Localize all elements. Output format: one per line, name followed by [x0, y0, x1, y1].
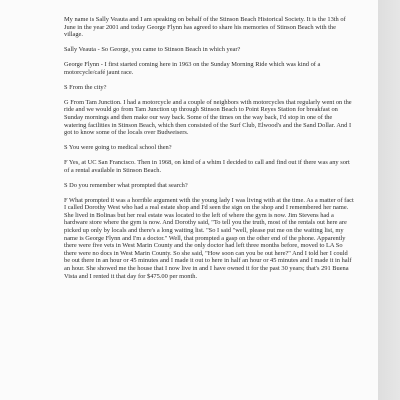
paragraph-question-medical-school: S You were going to medical school then? — [64, 144, 172, 152]
paragraph-question-search: S Do you remember what prompted that search? — [64, 181, 188, 189]
paragraph-question-city: S From the city? — [64, 83, 107, 91]
paragraph-answer-argument: F What prompted it was a horrible argument with the young lady I was living with at the time. As a matter of fact I called Dorothy West who had a real estate shop and I'd seen the sign on the shop and I remembered her name. She lived in Bolinas but her real estate was located to the left of where the gym is now. Jim Stevens had a hardware store where the gym is now. And Dorothy said, "To tell you the truth, most of the rentals out here are picked up only by locals and there's a long waiting list. "So I said "well, please put me on the waiting list, my name is George Flynn and I'm a doctor." Well, that prompted a gasp on the other end of the phone. Apparently there were five vets in West Marin County and the only doctor had left three months before, moved to LA So there were no docs in West Marin County. So she said, "How soon can you be out here?" And I told her I could be out there in an hour or 45 minutes and I made it out to here in half an hour or 45 minutes and I made it in half an hour. She showed me the house that I now live in and I have owned it for the past 30 years; that's 291 Buena Vista and I rented it that day for $475.00 per month. — [64, 196, 354, 280]
page-edge-background — [378, 0, 400, 400]
transcript-text — [64, 16, 354, 288]
paragraph-answer-ucsf: F Yes, at UC San Francisco. Then in 1968, on kind of a whim I decided to call and find out if there was any sort of a rental available in Stinson Beach. — [64, 159, 350, 174]
paragraph-answer-1963: George Flynn - I first started coming here in 1963 on the Sunday Morning Ride which was kind of a motorcycle/café jaunt race. — [64, 61, 321, 76]
paragraph-intro: My name is Sally Veauta and I am speaking on behalf of the Stinson Beach Historical Society. It is the 13th of June in the year 2001 and today George Flynn has agreed to share his memories of Stinson Beach with the village. — [64, 16, 346, 39]
paragraph-question-year: Sally Veauta - So George, you came to Stinson Beach in which year? — [64, 46, 241, 54]
paragraph-answer-tam-junction: G From Tam Junction. I had a motorcycle and a couple of neighbors with motorcycles that regularly went on the ride and we would go from Tam Junction up through Stinson Beach to Point Reyes Station for breakfast on Sunday mornings and then make our way back. Some of the times on the way back, I'd stop in one of the watering facilities in Stinson Beach, which then consisted of the Surf Club, Elwood's and the Sand Dollar. And I got to know some of the locals over Budweisers. — [64, 98, 352, 137]
